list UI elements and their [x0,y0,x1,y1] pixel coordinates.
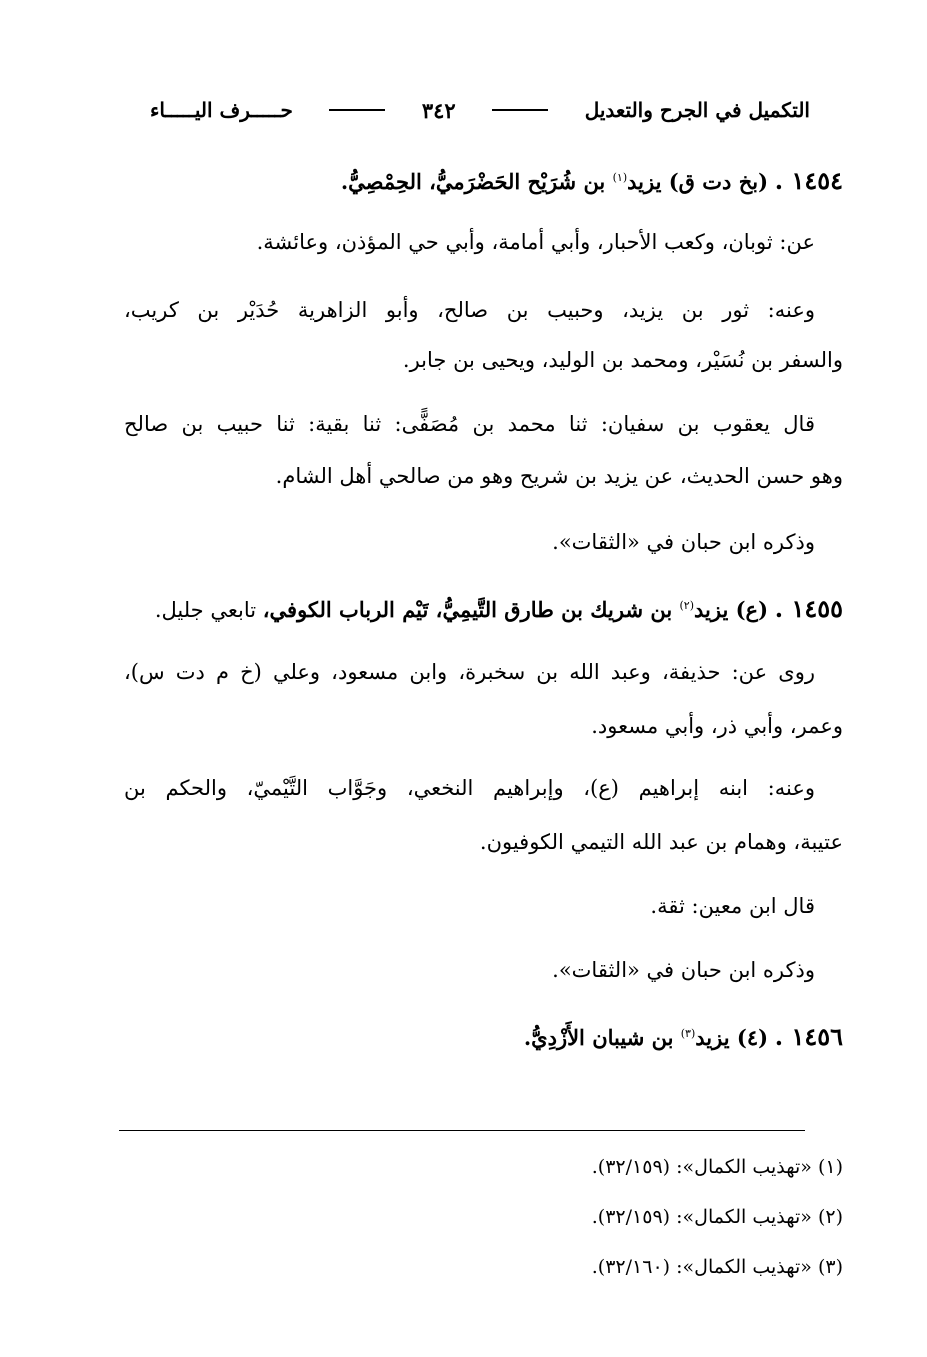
header-dash [492,109,548,111]
footnote-separator [119,1130,805,1131]
footnote: (٢) «تهذيب الكمال»: (٣٢/١٥٩). [591,1206,843,1228]
entry-name: (ع) يزيد [694,597,769,622]
entry-name-rest: بن شريك بن طارق التَّيمِيُّ، تَيْم الرباب الكوفي، [262,597,680,622]
footnote: (١) «تهذيب الكمال»: (٣٢/١٥٩). [591,1156,843,1178]
text-line: وعنه: ثور بن يزيد، وحبيب بن صالح، وأبو الزاهرية حُدَيْر بن كريب، [124,298,815,322]
text-line: وعمر، وأبي ذر، وأبي مسعود. [591,714,843,738]
page-number: ٣٤٢ [421,97,456,123]
entry-number: ١٤٥٦ . [774,1022,843,1051]
text-line: عتيبة، وهمام بن عبد الله التيمي الكوفيون. [479,830,843,854]
entry-name-rest: بن شيبان الأَزْدِيُّ. [523,1025,681,1050]
entry-number: ١٤٥٥ . [774,594,843,623]
entry-name: (بخ دت ق) يزيد [627,169,769,194]
text-line: وذكره ابن حبان في «الثقات». [552,958,815,982]
text-line: وذكره ابن حبان في «الثقات». [552,530,815,554]
entry-heading [124,584,843,632]
book-title: التكميل في الجرح والتعديل [584,98,810,122]
text-line: روى عن: حذيفة، وعبد الله بن سخبرة، وابن مسعود، وعلي (خ م دت س)، [124,660,815,684]
text-line: والسفر بن نُسَيْر، ومحمد بن الوليد، ويحيى بن جابر. [402,348,843,372]
text-line: وهو حسن الحديث، عن يزيد بن شريح وهو من صالحي أهل الشام. [275,464,843,488]
footnote-mark: (١) [612,171,628,184]
text-line: وعنه: ابنه إبراهيم (ع)، وإبراهيم النخعي، وجَوَّاب التَّيْميّ، والحكم بن [124,776,815,800]
footnote-mark: (٢) [679,599,695,612]
text-line: عن: ثوبان، وكعب الأحبار، وأبي أمامة، وأبي حي المؤذن، وعائشة. [256,230,815,254]
entry-number: ١٤٥٤ . [774,166,843,195]
entry-name-rest: بن شُرَيْح الحَضْرَميُّ، الحِمْصِيُّ. [340,169,613,194]
text-line: قال يعقوب بن سفيان: ثنا محمد بن مُصَفًّى: ثنا بقية: ثنا حبيب بن صالح [124,412,815,436]
entry-note: تابعي جليل. [154,598,263,622]
header-dash [329,109,385,111]
entry-heading [124,156,843,204]
text-line: قال ابن معين: ثقة. [650,894,815,918]
running-header [150,90,810,130]
footnote: (٣) «تهذيب الكمال»: (٣٢/١٦٠). [591,1256,843,1278]
section-title: حـــــرف اليـــــاء [150,98,293,122]
entry-heading [124,1012,843,1060]
entry-name: (٤) يزيد [695,1025,769,1050]
footnote-mark: (٣) [680,1027,696,1040]
